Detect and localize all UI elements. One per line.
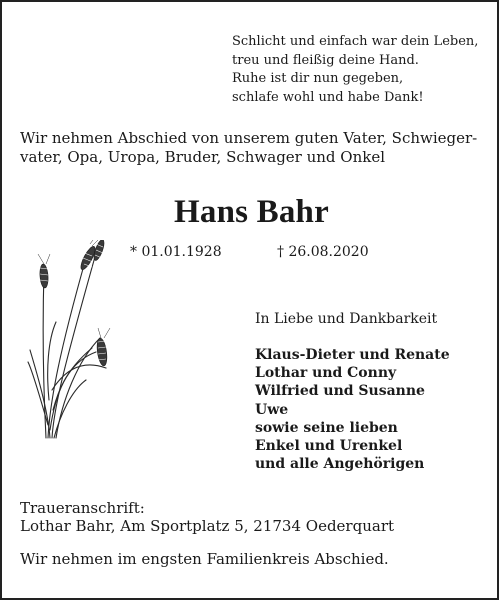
wheat-ears-icon	[26, 240, 116, 440]
intro-line: Wir nehmen Abschied von unserem guten Vater, Schwieger-	[20, 129, 478, 147]
mourning-address	[20, 499, 394, 535]
death-date: † 26.08.2020	[277, 244, 369, 260]
mourner-entry: Enkel und Urenkel	[255, 438, 403, 455]
address-label: Traueranschrift:	[20, 499, 145, 517]
mourners-heading: In Liebe und Dankbarkeit	[255, 311, 438, 327]
poem-line: Schlicht und einfach war dein Leben,	[232, 34, 479, 49]
mourner-entry: und alle Angehörigen	[255, 456, 425, 473]
mourners-list	[255, 346, 450, 473]
memorial-poem	[232, 33, 492, 107]
intro-line: vater, Opa, Uropa, Bruder, Schwager und Onkel	[20, 148, 386, 166]
deceased-name: Hans Bahr	[174, 194, 329, 230]
closing-note: Wir nehmen im engsten Familienkreis Abschied.	[20, 550, 389, 568]
poem-line: treu und fleißig deine Hand.	[232, 52, 419, 68]
mourner-entry: Klaus-Dieter und Renate	[255, 347, 450, 363]
birth-date: * 01.01.1928	[130, 244, 222, 260]
poem-line: schlafe wohl und habe Dank!	[232, 89, 424, 105]
farewell-intro	[20, 129, 490, 167]
address-value: Lothar Bahr, Am Sportplatz 5, 21734 Oederquart	[20, 517, 395, 535]
mourner-entry: sowie seine lieben	[255, 419, 398, 436]
mourner-entry: Wilfried und Susanne	[255, 383, 425, 400]
poem-line: Ruhe ist dir nun gegeben,	[232, 71, 404, 86]
mourner-entry: Uwe	[255, 401, 289, 418]
mourner-entry: Lothar und Conny	[255, 365, 397, 382]
